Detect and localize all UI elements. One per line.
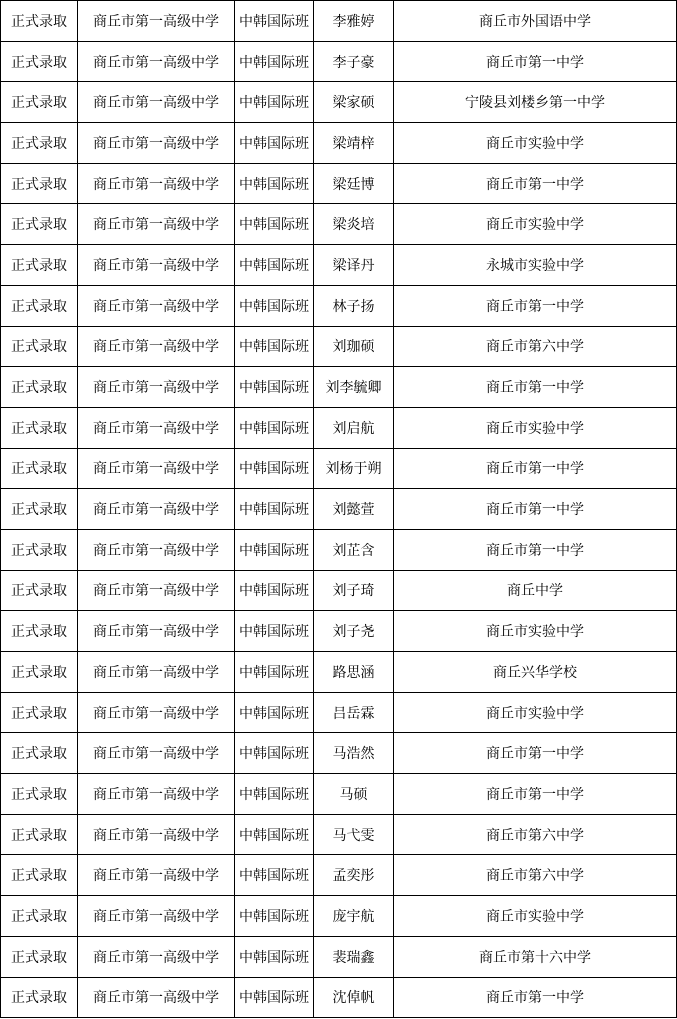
table-row xyxy=(1,326,677,367)
status-cell: 正式录取 xyxy=(1,977,78,1018)
origin-school-cell: 商丘市实验中学 xyxy=(394,611,677,652)
table-row xyxy=(1,407,677,448)
status-cell: 正式录取 xyxy=(1,814,78,855)
student-name-cell: 庞宇航 xyxy=(314,896,394,937)
admitting-school-cell: 商丘市第一高级中学 xyxy=(78,1,235,42)
origin-school-cell: 商丘市实验中学 xyxy=(394,204,677,245)
status-cell: 正式录取 xyxy=(1,489,78,530)
status-cell: 正式录取 xyxy=(1,245,78,286)
class-cell: 中韩国际班 xyxy=(235,123,314,164)
status-cell: 正式录取 xyxy=(1,774,78,815)
origin-school-cell: 商丘市第一中学 xyxy=(394,733,677,774)
student-name-cell: 孟奕彤 xyxy=(314,855,394,896)
admitting-school-cell: 商丘市第一高级中学 xyxy=(78,529,235,570)
admitting-school-cell: 商丘市第一高级中学 xyxy=(78,448,235,489)
admitting-school-cell: 商丘市第一高级中学 xyxy=(78,570,235,611)
status-cell: 正式录取 xyxy=(1,652,78,693)
table-row xyxy=(1,245,677,286)
origin-school-cell: 商丘市第六中学 xyxy=(394,855,677,896)
class-cell: 中韩国际班 xyxy=(235,814,314,855)
class-cell: 中韩国际班 xyxy=(235,611,314,652)
class-cell: 中韩国际班 xyxy=(235,82,314,123)
origin-school-cell: 商丘市第一中学 xyxy=(394,163,677,204)
table-row xyxy=(1,733,677,774)
class-cell: 中韩国际班 xyxy=(235,1,314,42)
table-row xyxy=(1,692,677,733)
origin-school-cell: 商丘市实验中学 xyxy=(394,123,677,164)
class-cell: 中韩国际班 xyxy=(235,204,314,245)
admitting-school-cell: 商丘市第一高级中学 xyxy=(78,611,235,652)
admitting-school-cell: 商丘市第一高级中学 xyxy=(78,936,235,977)
status-cell: 正式录取 xyxy=(1,692,78,733)
status-cell: 正式录取 xyxy=(1,529,78,570)
table-row xyxy=(1,82,677,123)
class-cell: 中韩国际班 xyxy=(235,896,314,937)
class-cell: 中韩国际班 xyxy=(235,652,314,693)
origin-school-cell: 商丘市第一中学 xyxy=(394,489,677,530)
student-name-cell: 刘懿萱 xyxy=(314,489,394,530)
table-row xyxy=(1,529,677,570)
student-name-cell: 梁廷博 xyxy=(314,163,394,204)
admitting-school-cell: 商丘市第一高级中学 xyxy=(78,285,235,326)
status-cell: 正式录取 xyxy=(1,204,78,245)
student-name-cell: 刘子尧 xyxy=(314,611,394,652)
student-name-cell: 梁靖梓 xyxy=(314,123,394,164)
origin-school-cell: 商丘市第一中学 xyxy=(394,41,677,82)
table-row xyxy=(1,896,677,937)
admitting-school-cell: 商丘市第一高级中学 xyxy=(78,977,235,1018)
status-cell: 正式录取 xyxy=(1,123,78,164)
class-cell: 中韩国际班 xyxy=(235,489,314,530)
class-cell: 中韩国际班 xyxy=(235,529,314,570)
class-cell: 中韩国际班 xyxy=(235,692,314,733)
origin-school-cell: 商丘市第一中学 xyxy=(394,448,677,489)
student-name-cell: 吕岳霖 xyxy=(314,692,394,733)
table-row xyxy=(1,1,677,42)
status-cell: 正式录取 xyxy=(1,1,78,42)
table-row xyxy=(1,570,677,611)
table-row xyxy=(1,489,677,530)
student-name-cell: 梁译丹 xyxy=(314,245,394,286)
class-cell: 中韩国际班 xyxy=(235,448,314,489)
table-row xyxy=(1,774,677,815)
origin-school-cell: 商丘市第一中学 xyxy=(394,285,677,326)
origin-school-cell: 永城市实验中学 xyxy=(394,245,677,286)
table-row xyxy=(1,936,677,977)
table-row xyxy=(1,163,677,204)
student-name-cell: 马浩然 xyxy=(314,733,394,774)
origin-school-cell: 宁陵县刘楼乡第一中学 xyxy=(394,82,677,123)
class-cell: 中韩国际班 xyxy=(235,41,314,82)
student-name-cell: 沈倬帆 xyxy=(314,977,394,1018)
student-name-cell: 刘子琦 xyxy=(314,570,394,611)
status-cell: 正式录取 xyxy=(1,367,78,408)
status-cell: 正式录取 xyxy=(1,41,78,82)
admitting-school-cell: 商丘市第一高级中学 xyxy=(78,733,235,774)
origin-school-cell: 商丘市第一中学 xyxy=(394,977,677,1018)
admission-table-body xyxy=(1,1,677,1018)
student-name-cell: 马弋雯 xyxy=(314,814,394,855)
admitting-school-cell: 商丘市第一高级中学 xyxy=(78,814,235,855)
class-cell: 中韩国际班 xyxy=(235,326,314,367)
table-row xyxy=(1,367,677,408)
class-cell: 中韩国际班 xyxy=(235,936,314,977)
admitting-school-cell: 商丘市第一高级中学 xyxy=(78,82,235,123)
status-cell: 正式录取 xyxy=(1,896,78,937)
class-cell: 中韩国际班 xyxy=(235,977,314,1018)
table-row xyxy=(1,814,677,855)
admitting-school-cell: 商丘市第一高级中学 xyxy=(78,855,235,896)
admitting-school-cell: 商丘市第一高级中学 xyxy=(78,204,235,245)
status-cell: 正式录取 xyxy=(1,733,78,774)
origin-school-cell: 商丘市第六中学 xyxy=(394,814,677,855)
status-cell: 正式录取 xyxy=(1,936,78,977)
table-row xyxy=(1,204,677,245)
origin-school-cell: 商丘中学 xyxy=(394,570,677,611)
student-name-cell: 刘杨于朔 xyxy=(314,448,394,489)
admitting-school-cell: 商丘市第一高级中学 xyxy=(78,123,235,164)
admitting-school-cell: 商丘市第一高级中学 xyxy=(78,245,235,286)
status-cell: 正式录取 xyxy=(1,326,78,367)
status-cell: 正式录取 xyxy=(1,570,78,611)
admitting-school-cell: 商丘市第一高级中学 xyxy=(78,41,235,82)
student-name-cell: 裴瑞鑫 xyxy=(314,936,394,977)
admitting-school-cell: 商丘市第一高级中学 xyxy=(78,489,235,530)
class-cell: 中韩国际班 xyxy=(235,407,314,448)
status-cell: 正式录取 xyxy=(1,448,78,489)
student-name-cell: 刘李毓卿 xyxy=(314,367,394,408)
admitting-school-cell: 商丘市第一高级中学 xyxy=(78,407,235,448)
admitting-school-cell: 商丘市第一高级中学 xyxy=(78,774,235,815)
table-row xyxy=(1,611,677,652)
status-cell: 正式录取 xyxy=(1,407,78,448)
class-cell: 中韩国际班 xyxy=(235,855,314,896)
origin-school-cell: 商丘兴华学校 xyxy=(394,652,677,693)
table-row xyxy=(1,855,677,896)
status-cell: 正式录取 xyxy=(1,611,78,652)
origin-school-cell: 商丘市第一中学 xyxy=(394,367,677,408)
table-row xyxy=(1,41,677,82)
class-cell: 中韩国际班 xyxy=(235,570,314,611)
class-cell: 中韩国际班 xyxy=(235,733,314,774)
admitting-school-cell: 商丘市第一高级中学 xyxy=(78,326,235,367)
class-cell: 中韩国际班 xyxy=(235,285,314,326)
student-name-cell: 林子扬 xyxy=(314,285,394,326)
student-name-cell: 刘启航 xyxy=(314,407,394,448)
admitting-school-cell: 商丘市第一高级中学 xyxy=(78,367,235,408)
class-cell: 中韩国际班 xyxy=(235,163,314,204)
status-cell: 正式录取 xyxy=(1,82,78,123)
status-cell: 正式录取 xyxy=(1,285,78,326)
admitting-school-cell: 商丘市第一高级中学 xyxy=(78,652,235,693)
table-row xyxy=(1,977,677,1018)
admitting-school-cell: 商丘市第一高级中学 xyxy=(78,896,235,937)
table-row xyxy=(1,448,677,489)
origin-school-cell: 商丘市实验中学 xyxy=(394,692,677,733)
admitting-school-cell: 商丘市第一高级中学 xyxy=(78,163,235,204)
student-name-cell: 梁炎培 xyxy=(314,204,394,245)
origin-school-cell: 商丘市外国语中学 xyxy=(394,1,677,42)
origin-school-cell: 商丘市实验中学 xyxy=(394,407,677,448)
student-name-cell: 李子豪 xyxy=(314,41,394,82)
student-name-cell: 路思涵 xyxy=(314,652,394,693)
status-cell: 正式录取 xyxy=(1,855,78,896)
student-name-cell: 梁家硕 xyxy=(314,82,394,123)
admitting-school-cell: 商丘市第一高级中学 xyxy=(78,692,235,733)
class-cell: 中韩国际班 xyxy=(235,245,314,286)
student-name-cell: 马硕 xyxy=(314,774,394,815)
origin-school-cell: 商丘市第一中学 xyxy=(394,529,677,570)
origin-school-cell: 商丘市第一中学 xyxy=(394,774,677,815)
table-row xyxy=(1,123,677,164)
student-name-cell: 刘珈硕 xyxy=(314,326,394,367)
origin-school-cell: 商丘市第六中学 xyxy=(394,326,677,367)
origin-school-cell: 商丘市第十六中学 xyxy=(394,936,677,977)
student-name-cell: 李雅婷 xyxy=(314,1,394,42)
student-name-cell: 刘芷含 xyxy=(314,529,394,570)
table-row xyxy=(1,285,677,326)
table-row xyxy=(1,652,677,693)
origin-school-cell: 商丘市实验中学 xyxy=(394,896,677,937)
status-cell: 正式录取 xyxy=(1,163,78,204)
class-cell: 中韩国际班 xyxy=(235,774,314,815)
class-cell: 中韩国际班 xyxy=(235,367,314,408)
